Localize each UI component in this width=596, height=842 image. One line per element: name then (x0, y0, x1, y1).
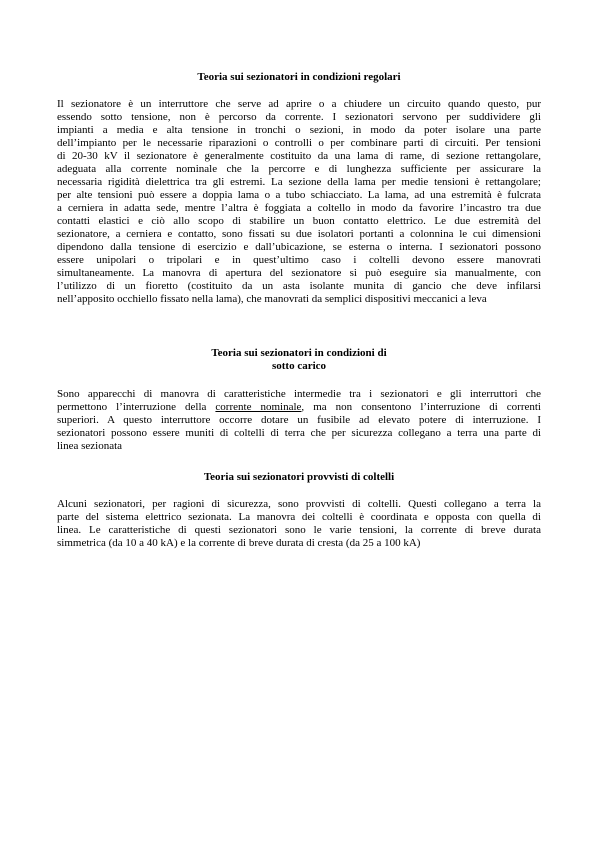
text-line: linea sezionata (57, 440, 123, 452)
section-title-regular-conditions: Teoria sui sezionatori in condizioni regolari (197, 71, 401, 83)
text-fragment: , ma non consentono l’interruzione di correnti (301, 401, 541, 413)
text-line: sezionatori possono essere muniti di coltelli di terra che per sicurezza collegano a terra una parte di (57, 427, 541, 439)
paragraph-regular-conditions (57, 98, 541, 306)
text-line: Alcuni sezionatori, per ragioni di sicurezza, sono provvisti di coltelli. Questi collegano a terra la (57, 498, 541, 510)
corrente-nominale-link[interactable]: corrente nominale (215, 401, 302, 413)
text-line: essere unipolari o tripolari e in quest’ultimo caso i coltelli devono essere manovrati (57, 254, 541, 266)
text-line: superiori. A questo interruttore occorre dotare un fusibile ad elevato potere di interruzione. I (57, 414, 541, 426)
text-line: contatti elastici e ciò allo scopo di stabilire un buon contatto elettrico. Le due estremità del (57, 215, 541, 227)
paragraph-under-load (57, 388, 541, 453)
text-line: per alte tensioni può essere a doppia lama o a tubo schiacciato. La lama, ad una estremità è fulcrata (57, 189, 541, 201)
text-line: dipendono dalla tensione di esercizio e dall’ubicazione, se esterna o interna. I sezionatori possono (57, 241, 541, 253)
text-line: simmetrica (da 10 a 40 kA) e la corrente di breve durata di cresta (da 25 a 100 kA) (57, 537, 421, 549)
text-line: essendo sotto tensione, non è percorso da corrente. I sezionatori servono per suddividere gli (57, 111, 541, 123)
text-line: adeguata alla corrente nominale che la percorre e di lunghezza sufficiente per assicurare la (57, 163, 541, 175)
text-line: di 20-30 kV il sezionatore è generalmente costituito da una lama di rame, di sezione rettangolare, (57, 150, 541, 162)
section-title-under-load (57, 347, 541, 373)
text-line: parte del sistema elettrico sezionata. La manovra dei coltelli è coordinata e opposta con quella di (57, 511, 541, 523)
section-title-with-knives: Teoria sui sezionatori provvisti di coltelli (203, 471, 395, 483)
text-line (57, 401, 541, 414)
text-line: l’utilizzo di un fioretto (costituito da un asta isolante munita di gancio che deve infilarsi (57, 280, 541, 292)
text-line: impianti a media e alta tensione in tronchi o sezioni, in modo da poter isolare una parte (57, 124, 541, 136)
text-line: a cerniera in adatta sede, mentre l’altra è foggiata a coltello in modo da favorire l’incastro tra due (57, 202, 541, 214)
paragraph-with-knives (57, 498, 541, 550)
text-line: nell’apposito occhiello fissato nella lama), che manovrati da semplici dispositivi meccanici a leva (57, 293, 487, 305)
section-title-line: sotto carico (271, 360, 327, 372)
text-line: dell’impianto per le necessarie riparazioni o controlli o per combinare parti di circuiti. Per tensioni (57, 137, 541, 149)
text-line: sezionatore, a cerniera e contatto, sono fissati su due isolatori portanti a colonnina le cui dimensioni (57, 228, 541, 240)
text-line: Il sezionatore è un interruttore che serve ad aprire o a chiudere un circuito quando questo, pur (57, 98, 541, 110)
text-fragment: permettono l’interruzione della (57, 401, 216, 413)
text-line: simultaneamente. La manovra di apertura del sezionatore si può eseguire sia manualmente, con (57, 267, 541, 279)
text-line: Sono apparecchi di manovra di caratteristiche intermedie tra i sezionatori e gli interruttori che (57, 388, 541, 400)
text-line: necessaria rigidità dielettrica tra gli estremi. La sezione della lama per medie tensioni è rettangolare; (57, 176, 541, 188)
text-line: linea. Le caratteristiche di questi sezionatori sono le varie tensioni, la corrente di breve durata (57, 524, 541, 536)
section-title-line: Teoria sui sezionatori in condizioni di (211, 347, 387, 359)
